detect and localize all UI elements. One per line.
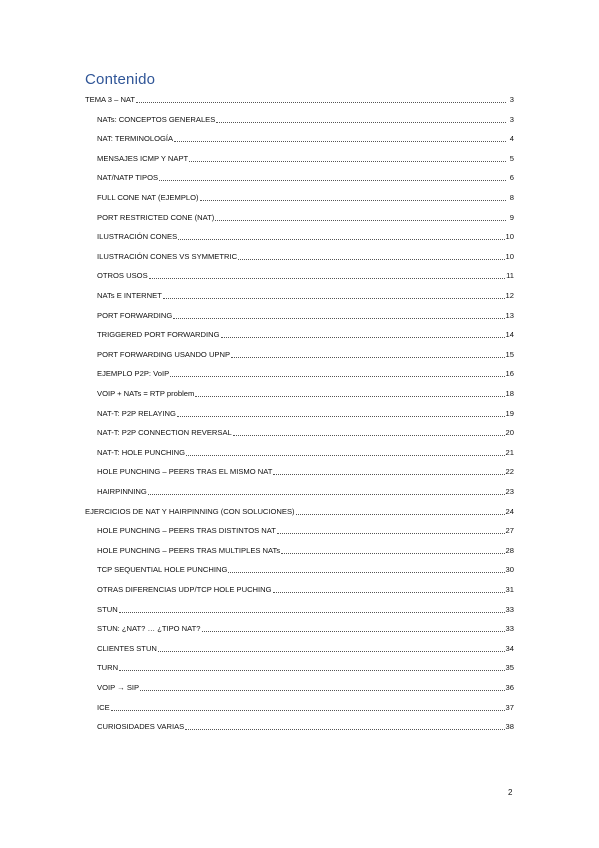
toc-entry[interactable] <box>97 701 514 713</box>
toc-entry-page: 3 <box>509 95 514 104</box>
toc-entry-page: 6 <box>509 173 514 183</box>
toc-entry-page: 34 <box>505 643 514 653</box>
toc-dot-leader <box>189 154 506 162</box>
toc-dot-leader <box>273 585 505 593</box>
toc-entry-page: 35 <box>505 663 514 673</box>
toc-entry-label: EJEMPLO P2P: VoIP <box>97 369 170 379</box>
toc-entry[interactable] <box>97 524 514 536</box>
toc-dot-leader <box>149 271 505 279</box>
toc-entry-page: 18 <box>505 389 514 398</box>
toc-entry[interactable] <box>97 622 514 634</box>
toc-dot-leader <box>221 330 505 338</box>
toc-entry-page: 8 <box>509 193 514 202</box>
toc-entry[interactable] <box>97 720 514 732</box>
toc-entry-page: 13 <box>505 310 514 320</box>
toc-entry-label: PORT FORWARDING USANDO UPNP <box>97 349 231 359</box>
toc-entry[interactable] <box>97 583 514 595</box>
toc-entry[interactable] <box>97 544 514 556</box>
toc-entry-label: NATs: CONCEPTOS GENERALES <box>97 114 216 124</box>
toc-dot-leader <box>170 369 504 377</box>
toc-entry-label: NAT-T: P2P RELAYING <box>97 408 176 418</box>
toc-dot-leader <box>186 448 505 456</box>
toc-dot-leader <box>233 428 505 436</box>
toc-entry-page: 21 <box>505 447 514 457</box>
toc-dot-leader <box>148 487 505 495</box>
toc-dot-leader <box>140 683 504 691</box>
toc-dot-leader <box>173 311 504 319</box>
toc-entry-label: CURIOSIDADES VARIAS <box>97 722 185 732</box>
toc-entry-page: 37 <box>505 702 514 712</box>
toc-entry-label: STUN: ¿NAT? … ¿TIPO NAT? <box>97 624 201 634</box>
toc-entry-label: STUN <box>97 604 118 614</box>
toc-entry[interactable] <box>97 328 514 340</box>
toc-dot-leader <box>277 526 505 534</box>
toc-entry[interactable] <box>97 661 514 673</box>
toc-entry-label: HOLE PUNCHING – PEERS TRAS MULTIPLES NATs <box>97 545 281 555</box>
toc-entry-label: EJERCICIOS DE NAT Y HAIRPINNING (CON SOLUCIONES) <box>85 506 295 516</box>
toc-entry[interactable] <box>97 132 514 144</box>
toc-entry-page: 23 <box>505 487 514 496</box>
toc-entry-page: 10 <box>505 232 514 242</box>
toc-entry-page: 11 <box>506 271 514 281</box>
toc-entry-page: 5 <box>509 153 514 163</box>
toc-dot-leader <box>215 213 506 221</box>
toc-entry-label: FULL CONE NAT (EJEMPLO) <box>97 193 199 202</box>
toc-entry-label: NAT/NATP TIPOS <box>97 173 159 183</box>
toc-entry-page: 22 <box>505 467 514 477</box>
toc-entry[interactable] <box>97 348 514 360</box>
page-number: 2 <box>508 788 513 797</box>
toc-entry-label: NAT-T: HOLE PUNCHING <box>97 447 186 457</box>
toc-entry-label: ILUSTRACIÓN CONES VS SYMMETRIC <box>97 251 238 261</box>
toc-entry[interactable] <box>97 446 514 458</box>
toc-dot-leader <box>178 232 504 240</box>
toc-dot-leader <box>119 605 505 613</box>
toc-entry-label: TRIGGERED PORT FORWARDING <box>97 330 220 340</box>
toc-entry-label: ILUSTRACIÓN CONES <box>97 232 178 242</box>
toc-dot-leader <box>195 389 504 397</box>
toc-entry-label: TURN <box>97 663 119 673</box>
toc-entry-label: PORT RESTRICTED CONE (NAT) <box>97 212 215 222</box>
toc-dot-leader <box>159 173 506 181</box>
toc-entry[interactable] <box>97 642 514 654</box>
toc-entry-page: 9 <box>509 212 514 222</box>
toc-entry-label: HAIRPINNING <box>97 487 147 496</box>
toc-entry-page: 3 <box>509 114 514 124</box>
toc-entry[interactable] <box>97 191 514 203</box>
toc-entry-label: PORT FORWARDING <box>97 310 173 320</box>
toc-entry-label: OTROS USOS <box>97 271 148 281</box>
toc-heading: Contenido <box>85 71 156 88</box>
toc-dot-leader <box>185 722 504 730</box>
toc-entry-page: 33 <box>505 604 514 614</box>
toc-entry-label: HOLE PUNCHING – PEERS TRAS EL MISMO NAT <box>97 467 273 477</box>
toc-entry-label: NAT: TERMINOLOGÍA <box>97 134 174 144</box>
toc-entry[interactable] <box>97 603 514 615</box>
toc-dot-leader <box>163 291 505 299</box>
toc-entry[interactable] <box>85 93 514 105</box>
toc-entry-page: 4 <box>509 134 514 144</box>
toc-entry-page: 38 <box>505 722 514 732</box>
toc-entry[interactable] <box>97 250 514 262</box>
toc-entry-label: VOIP + NATs = RTP problem <box>97 389 195 398</box>
toc-entry-page: 10 <box>505 251 514 261</box>
toc-entry[interactable] <box>97 485 514 497</box>
toc-dot-leader <box>238 252 504 260</box>
toc-entry-page: 15 <box>505 349 514 359</box>
toc-entry[interactable] <box>97 289 514 301</box>
toc-entry-page: 12 <box>505 291 514 300</box>
toc-dot-leader <box>216 115 506 123</box>
toc-entry-page: 36 <box>505 683 514 692</box>
toc-entry-label: OTRAS DIFERENCIAS UDP/TCP HOLE PUCHING <box>97 585 272 594</box>
toc-entry-page: 24 <box>505 506 514 516</box>
toc-entry-label: MENSAJES ICMP Y NAPT <box>97 153 189 163</box>
toc-entry-label: ICE <box>97 702 110 712</box>
toc-entry-label: NAT-T: P2P CONNECTION REVERSAL <box>97 428 232 438</box>
toc-entry[interactable] <box>97 563 514 575</box>
toc-entry[interactable] <box>97 211 514 223</box>
toc-dot-leader <box>200 193 506 201</box>
toc-entry[interactable] <box>97 465 514 477</box>
toc-dot-leader <box>158 644 505 652</box>
toc-entry-page: 27 <box>505 526 514 536</box>
toc-entry-page: 14 <box>505 330 514 340</box>
toc-entry-page: 16 <box>505 369 514 379</box>
toc-entry-label: CLIENTES STUN <box>97 643 157 653</box>
toc-entry[interactable] <box>97 367 514 379</box>
toc-entry[interactable] <box>97 171 514 183</box>
toc-dot-leader <box>273 467 504 475</box>
toc-entry[interactable] <box>97 681 514 693</box>
toc-dot-leader <box>281 546 504 554</box>
toc-entry[interactable] <box>97 309 514 321</box>
toc-entry-label: TCP SEQUENTIAL HOLE PUNCHING <box>97 565 228 575</box>
toc-entry[interactable] <box>85 505 514 517</box>
toc-entry-label: VOIP → SIP <box>97 683 140 692</box>
toc-dot-leader <box>111 703 505 711</box>
toc-dot-leader <box>177 409 505 417</box>
toc-dot-leader <box>202 624 505 632</box>
toc-entry[interactable] <box>97 152 514 164</box>
toc-dot-leader <box>231 350 505 358</box>
toc-entry[interactable] <box>97 407 514 419</box>
toc-entry-page: 30 <box>505 565 514 575</box>
toc-entry[interactable] <box>97 230 514 242</box>
toc-entry[interactable] <box>97 426 514 438</box>
toc-entry[interactable] <box>97 269 514 281</box>
toc-entry-label: TEMA 3 – NAT <box>85 95 136 104</box>
toc-dot-leader <box>296 507 505 515</box>
toc-dot-leader <box>228 565 504 573</box>
toc-entry[interactable] <box>97 387 514 399</box>
toc-dot-leader <box>136 95 506 103</box>
toc-entry-page: 28 <box>505 545 514 555</box>
toc-entry[interactable] <box>97 113 514 125</box>
toc-dot-leader <box>119 663 504 671</box>
toc-entry-page: 19 <box>505 408 514 418</box>
toc-entry-page: 33 <box>505 624 514 634</box>
toc-entry-page: 20 <box>505 428 514 438</box>
toc-entry-page: 31 <box>505 585 514 594</box>
toc-entry-label: HOLE PUNCHING – PEERS TRAS DISTINTOS NAT <box>97 526 276 536</box>
toc-entry-label: NATs E INTERNET <box>97 291 162 300</box>
toc-dot-leader <box>174 134 506 142</box>
